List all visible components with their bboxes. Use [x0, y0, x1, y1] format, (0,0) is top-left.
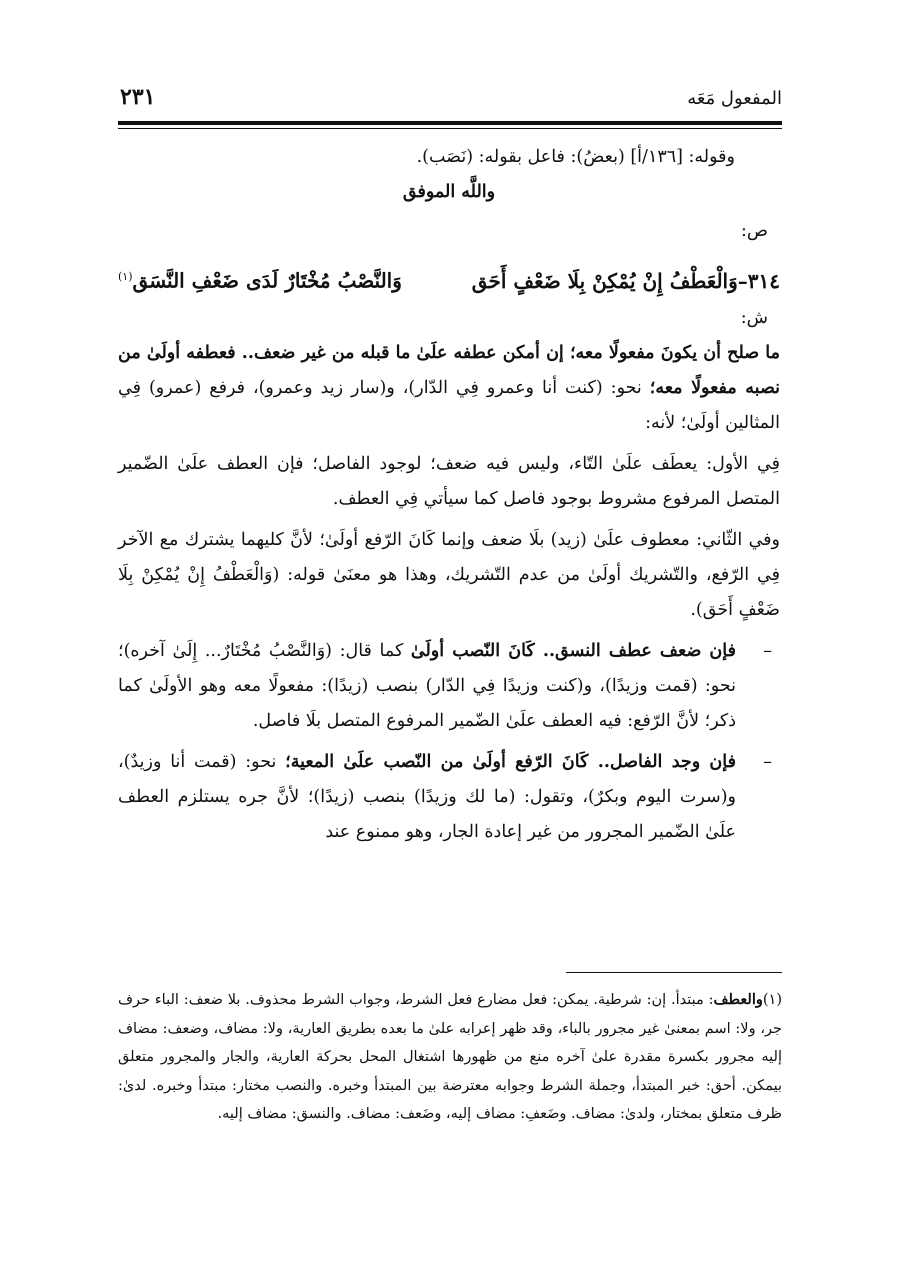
paragraph-second-case: وفي الثّاني: معطوف علَىٰ (زيد) بلَا ضعف وإنما كَانَ الرّفع أولَىٰ؛ لأنَّ كليهما يشترك مع الآخر فِي الرّفع، والتّشريك أولَىٰ من عدم التّشريك، وهذا هو معنَىٰ قوله: (وَالْعَطْفُ إِنْ يُمْكِنْ بِلَا ضَعْفٍ أَحَق).	[118, 529, 780, 620]
header-rule-thick	[118, 121, 782, 125]
running-header	[118, 84, 782, 120]
bullet-weak-conjunction: – فإن ضعف عطف النسق.. كَانَ النّصب أولَىٰ كما قال: (وَالنَّصْبُ مُخْتَارٌ... إِلَىٰ آخره)؛ نحو: (قمت وزيدًا)، و(كنت وزيدًا فِي الدّار) بنصب (زيدًا): مفعولًا معه وهو الأولَىٰ كما ذكر؛ لأنَّ الرّفع: فيه العطف علَىٰ الضّمير المرفوع المتصل بلَا فاصل.	[118, 640, 772, 731]
verse-number: ٣١٤–	[737, 268, 780, 293]
section-label-sh: ش:	[740, 307, 768, 328]
footnote-ref: (١)	[118, 270, 133, 283]
footnote-text: : مبتدأ. إن: شرطية. يمكن: فعل مضارع فعل الشرط، وجواب الشرط محذوف. بلا ضعف: الباء حرف جر، ولا: اسم بمعنىٰ غير مجرور بالباء، وقد ظهر إعرابه علىٰ ما بعده بطريق العارية، ولا: مضاف، وضعف: مضاف إليه مجرور بكسرة مقدرة علىٰ آخره منع من ظهورها اشتغال المحل بحركة العارية، والجار والمجرور متعلق بيمكن. أحق: خبر المبتدأ، وجملة الشرط وجوابه معترضة بين المبتدأ وخبره. والنصب مختار: مبتدأ وخبره. لدىٰ: ظرف متعلق بمختار، ولدىٰ: مضاف. وضَعفِ: مضاف إليه، وضَعف: مضاف. والنسق: مضاف إليه.	[118, 992, 782, 1122]
verse-first-hemistich: ٣١٤–وَالْعَطْفُ إِنْ يُمْكِنْ بِلَا ضَعْفٍ أَحَق	[471, 268, 780, 293]
paragraph-rule: ما صلح أن يكونَ مفعولًا معه؛ إن أمكن عطفه علَىٰ ما قبله من غير ضعف.. فعطفه أولَىٰ من نصبه مفعولًا معه؛ نحو: (كنت أنا وعمرو فِي الدّار)، و(سار زيد وعمرو)، فرفع (عمرو) فِي المثالين أولَىٰ؛ لأنه:	[118, 342, 780, 433]
verse-second-hemistich: وَالنَّصْبُ مُخْتَارٌ لَدَى ضَعْفِ النَّسَق$^{(١)}$	[118, 268, 402, 293]
verse-line	[118, 259, 780, 299]
footnote	[118, 986, 782, 1129]
section-label-s: ص:	[740, 221, 768, 241]
main-text	[118, 140, 780, 850]
intro-line: وقوله: [١٣٦/أ] (بعضُ): فاعل بقوله: (نَصَب).	[416, 147, 735, 167]
chapter-title: المفعول مَعَه	[687, 88, 782, 109]
footnote-lead: والعطف	[713, 991, 763, 1008]
page-number: ٢٣١	[120, 84, 156, 110]
closing-phrase: واللَّه الموفق	[402, 182, 496, 202]
header-rule-thin	[118, 128, 782, 129]
footnote-separator	[566, 972, 782, 973]
bullet-separator-present: – فإن وجد الفاصل.. كَانَ الرّفع أولَىٰ من النّصب علَىٰ المعية؛ نحو: (قمت أنا وزيدٌ)، و(سرت اليوم وبكرٌ)، وتقول: (ما لك وزيدًا) بنصب (زيدًا)؛ لأنَّ جره يستلزم العطف علَىٰ الضّمير المجرور من غير إعادة الجار، وهو ممنوع عند	[118, 751, 772, 842]
paragraph-first-case: فِي الأول: يعطَف علَىٰ التّاء، وليس فيه ضعف؛ لوجود الفاصل؛ فإن العطف علَىٰ الضّمير المتصل المرفوع مشروط بوجود فاصل كما سيأتي فِي العطف.	[118, 453, 780, 509]
footnote-number: (١)	[762, 992, 782, 1008]
